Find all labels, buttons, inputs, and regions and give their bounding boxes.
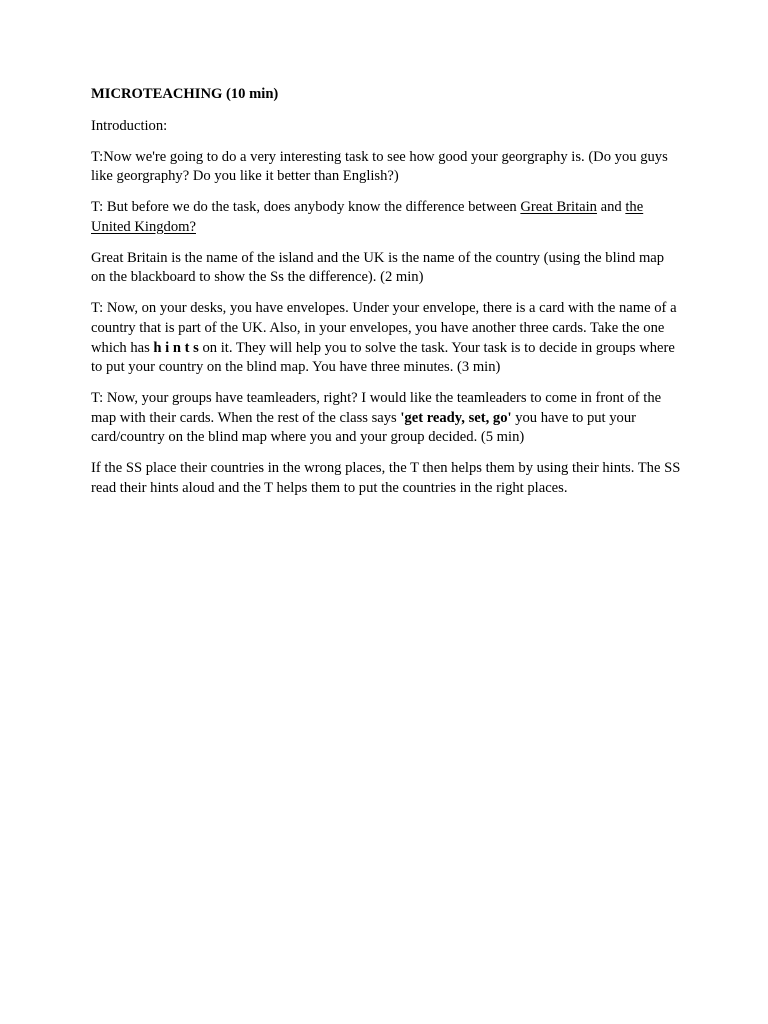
bold-get-ready: 'get ready, set, go' [400, 409, 512, 426]
paragraph-text: T: Now, on your desks, you have envelopes. Under your envelope, there is a card with the name of a country that is part of the UK. Also, in your envelopes, you have another three cards. Take the one which has [91, 300, 677, 356]
intro-heading: Introduction: [91, 117, 168, 134]
paragraph-text: T: Now, your groups have teamleaders, right? I would like the teamleaders to come in front of the map with their cards. When the rest of the class says [91, 390, 662, 426]
underlined-term-united-kingdom: the United Kingdom? [91, 199, 644, 235]
bold-hints: h i n t s [153, 339, 199, 356]
underlined-term-great-britain: Great Britain [520, 199, 597, 216]
document-body [91, 85, 681, 510]
paragraph-teamleaders [91, 389, 681, 448]
paragraph-text: and [596, 199, 626, 216]
paragraph-envelopes [91, 299, 681, 377]
paragraph-hints-help: If the SS place their countries in the wrong places, the T then helps them by using their hints. The SS read their hints aloud and the T helps them to put the countries in the right places. [91, 460, 681, 496]
paragraph-text: T: But before we do the task, does anybody know the difference between [91, 199, 521, 216]
paragraph-text: on it. They will help you to solve the task. Your task is to decide in groups where to put your country on the blind map. You have three minutes. (3 min) [91, 339, 675, 376]
document-title: MICROTEACHING (10 min) [91, 86, 279, 102]
paragraph-task-intro: T:Now we're going to do a very interesting task to see how good your georgraphy is. (Do you guys like georgraphy? Do you like it better than English?) [91, 148, 668, 185]
paragraph-explanation: Great Britain is the name of the island and the UK is the name of the country (using the blind map on the blackboard to show the Ss the difference). (2 min) [91, 249, 665, 286]
paragraph-difference-question [91, 198, 681, 237]
paragraph-text: you have to put your card/country on the blind map where you and your group decided. (5 min) [91, 409, 636, 446]
